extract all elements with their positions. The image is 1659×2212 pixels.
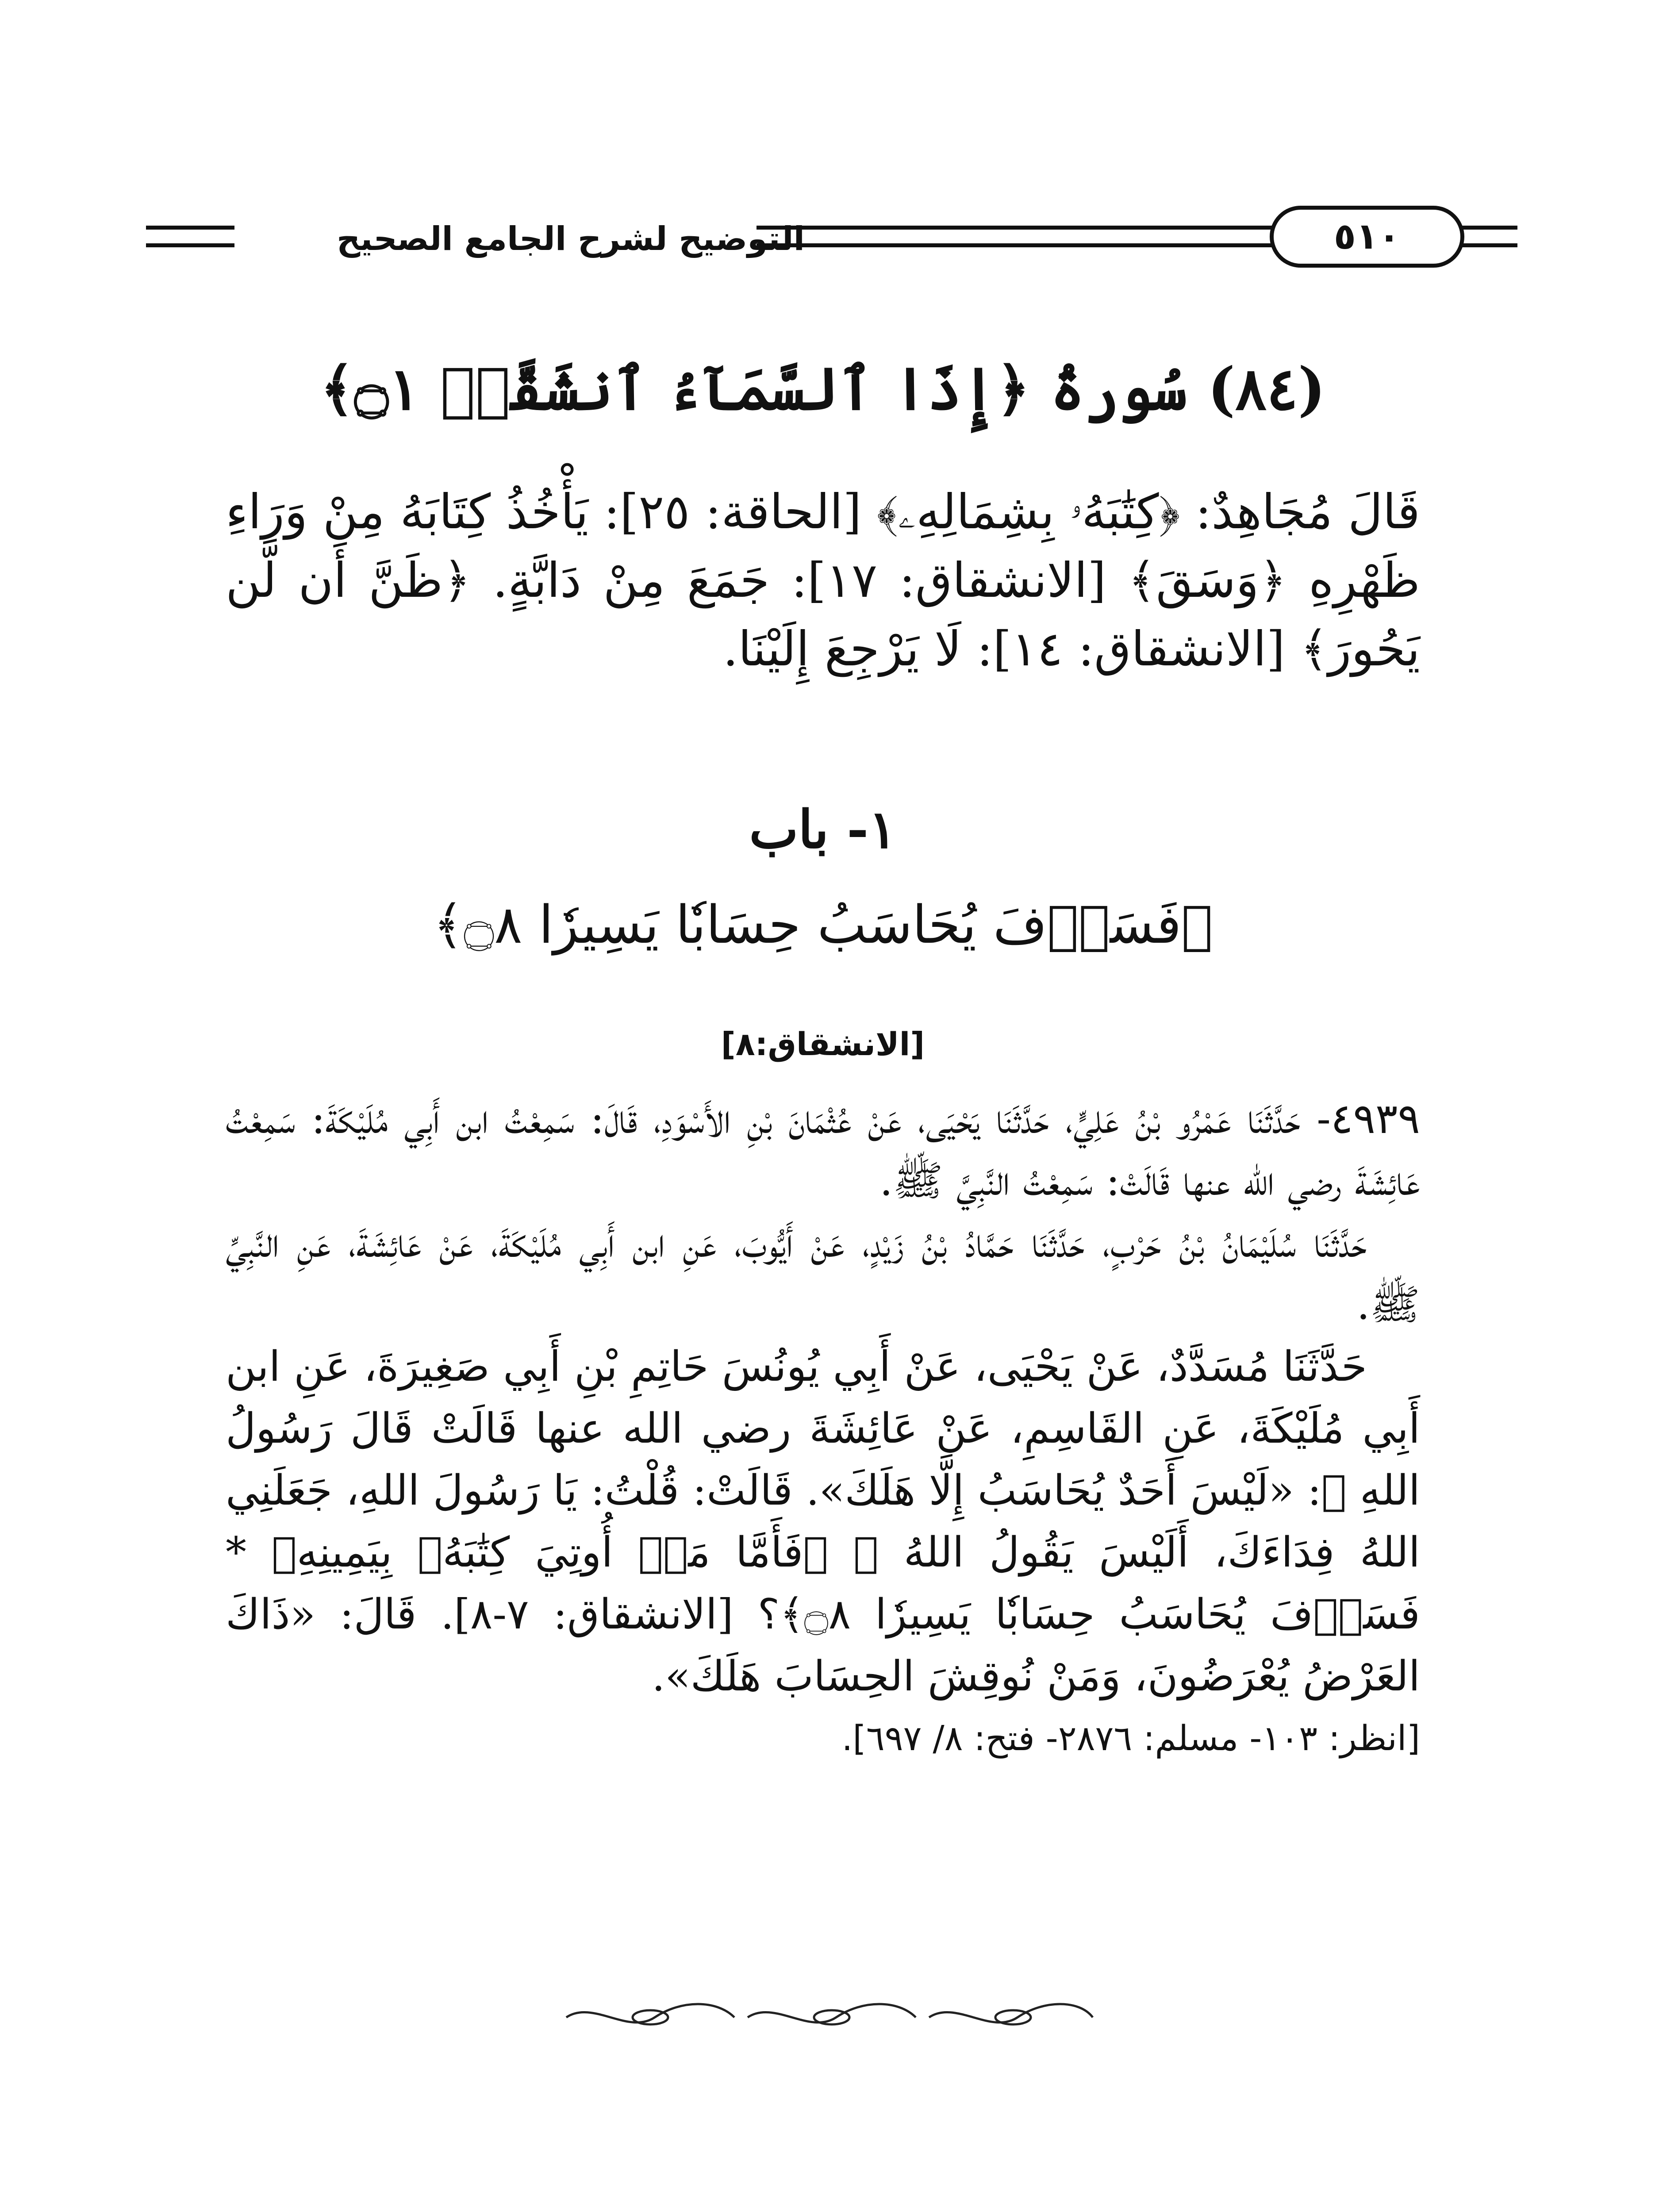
surah-intro: قَالَ مُجَاهِدٌ: ﴿كِتَٰبَهُۥ بِشِمَالِهِۦ﴾ [الحاقة: ٢٥]: يَأْخُذُ كِتَابَهُ مِنْ وَرَاءِ ظَهْرِهِ ﴿وَسَقَ﴾ [الانشقاق: ١٧]: جَمَعَ مِنْ دَابَّةٍ. ﴿ظَنَّ أَن لَّن يَحُورَ﴾ [الانشقاق: ١٤]: لَا يَرْجِعَ إِلَيْنَا. xyxy=(226,484,1420,677)
bab-verse: ﴿فَسَوۡفَ يُحَاسَبُ حِسَابٗا يَسِيرٗا ۝٨﴾ xyxy=(433,894,1213,955)
bab-verse-reference: [الانشقاق:٨] xyxy=(721,1025,925,1063)
page-number: ٥١٠ xyxy=(1333,215,1401,257)
hadith-paragraph-2: حَدَّثَنَا سُلَيْمَانُ بْنُ حَرْبٍ، حَدَّثَنَا حَمَّادُ بْنُ زَيْدٍ، عَنْ أَيُّوبَ، عَنِ ابن أَبِي مُلَيْكَةَ، عَنْ عَائِشَةَ، عَنِ النَّبِيِّ ﷺ. xyxy=(226,1219,1420,1329)
header-rule-left-bottom xyxy=(146,243,234,247)
surah-heading: (٨٤) سُورةُ ﴿إِذَا ٱلسَّمَآءُ ٱنشَقَّتۡ ۝١﴾ xyxy=(320,355,1326,423)
ornament-divider xyxy=(557,2000,1102,2035)
hadith-paragraph-3: حَدَّثَنَا مُسَدَّدٌ، عَنْ يَحْيَى، عَنْ أَبِي يُونُسَ حَاتِمِ بْنِ أَبِي صَغِيرَةَ، عَنِ ابن أَبِي مُلَيْكَةَ، عَنِ القَاسِمِ، عَنْ عَائِشَةَ رضي الله عنها قَالَتْ قَالَ رَسُولُ اللهِ ﷺ: «لَيْسَ أَحَدٌ يُحَاسَبُ إِلَّا هَلَكَ». قَالَتْ: قُلْتُ: يَا رَسُولَ اللهِ، جَعَلَنِي اللهُ فِدَاءَكَ، أَلَيْسَ يَقُولُ اللهُ ﷻ ﴿فَأَمَّا مَنۡ أُوتِيَ كِتَٰبَهُۥ بِيَمِينِهِۦ * فَسَوۡفَ يُحَاسَبُ حِسَابٗا يَسِيرٗا ۝٨﴾؟ [الانشقاق: ٧-٨]. قَالَ: «ذَاكَ العَرْضُ يُعْرَضُونَ، وَمَنْ نُوقِشَ الحِسَابَ هَلَكَ». xyxy=(226,1343,1420,1701)
hadith-references: [انظر: ١٠٣- مسلم: ٢٨٧٦- فتح: ٨/ ٦٩٧]. xyxy=(841,1719,1420,1759)
header-rule-right-bottom xyxy=(1460,243,1517,247)
header-rule-left-top xyxy=(146,226,234,230)
bab-heading: ١- باب xyxy=(749,799,897,860)
page-number-badge xyxy=(1270,206,1464,268)
hadith-body xyxy=(226,1088,1420,1770)
header-rule-right-top xyxy=(1460,226,1517,230)
hadith-paragraph-1: ٤٩٣٩- حَدَّثَنَا عَمْرُو بْنُ عَلِيٍّ، حَدَّثَنَا يَحْيَى، عَنْ عُثْمَانَ بْنِ الأَسْوَدِ، قَالَ: سَمِعْتُ ابن أَبِي مُلَيْكَةَ: سَمِعْتُ عَائِشَةَ رضي الله عنها قَالَتْ: سَمِعْتُ النَّبِيَّ ﷺ. xyxy=(226,1095,1420,1205)
running-title: التوضيح لشرح الجامع الصحيح xyxy=(336,220,805,258)
